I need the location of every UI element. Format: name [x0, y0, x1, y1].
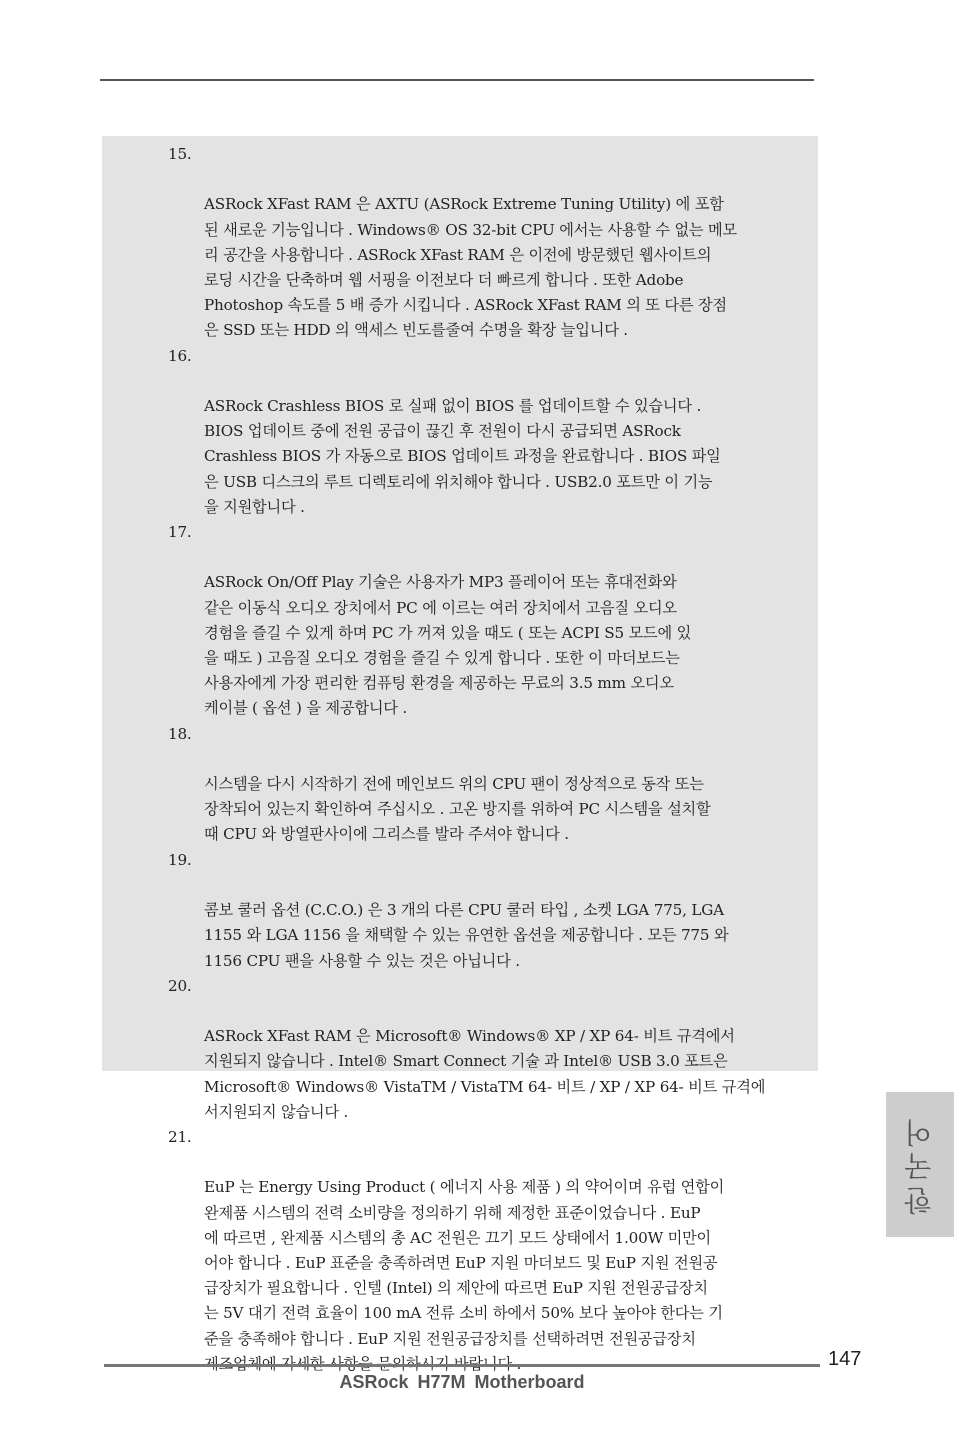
note-text: ASRock XFast RAM 은 AXTU (ASRock Extreme Tuning Utility) 에 포함 된 새로운 기능입니다 . Windows® OS 32-bit CPU 에서는 사용할 수 없는 메모 리 공간을 사용합니다 . ASRock XFast RAM 은 이전에 방문했던 웹사이트의 로딩 시간을 단축하며 웹 서핑을 이전보다 더 빠르게 합니다 . 또한 Adobe Photoshop 속도를 5 배 증가 시킵니다 . ASRock XFast RAM 의 또 다른 장점 은 SSD 또는 HDD 의 액세스 빈도를줄여 수명을 확장 늘입니다 .: [204, 195, 737, 340]
note-text: ASRock On/Off Play 기술은 사용자가 MP3 플레이어 또는 휴대전화와 같은 이동식 오디오 장치에서 PC 에 이르는 여러 장치에서 고음질 오디오 경험을 즐길 수 있게 하며 PC 가 꺼져 있을 때도 ( 또는 ACPI S5 모드에 있 을 때도 ) 고음질 오디오 경험을 즐길 수 있게 합니다 . 또한 이 마더보드는 사용자에게 가장 편리한 컴퓨팅 환경을 제공하는 무료의 3.5 mm 오디오 케이블 ( 옵션 ) 을 제공합니다 .: [204, 573, 692, 718]
language-tab: [886, 1092, 954, 1237]
note-item: [168, 1125, 786, 1377]
page-number: 147: [828, 1348, 862, 1370]
note-number: 15.: [168, 145, 192, 163]
notes-list: [168, 142, 786, 1377]
note-item: [168, 344, 786, 520]
note-number: 21.: [168, 1127, 192, 1146]
note-number: 17.: [168, 523, 192, 542]
note-number: 16.: [168, 346, 192, 365]
header-rule: [100, 79, 814, 81]
language-tab-label: 한국어: [903, 1113, 936, 1215]
note-item: [168, 848, 786, 974]
note-text: ASRock Crashless BIOS 로 실패 없이 BIOS 를 업데이트할 수 있습니다 . BIOS 업데이트 중에 전원 공급이 끊긴 후 전원이 다시 공급되면 ASRock Crashless BIOS 가 자동으로 BIOS 업데이트 과정을 완료합니다 . BIOS 파일 은 USB 디스크의 루트 디렉토리에 위치해야 합니다 . USB2.0 포트만 이 기능 을 지원합니다 .: [204, 397, 721, 516]
note-item: [168, 520, 786, 722]
note-number: 20.: [168, 976, 192, 995]
note-item: [168, 722, 786, 848]
note-text: ASRock XFast RAM 은 Microsoft® Windows® XP / XP 64- 비트 규격에서 지원되지 않습니다 . Intel® Smart Connect 기술 과 Intel® USB 3.0 포트은 Microsoft® Windows® VistaTM / VistaTM 64- 비트 / XP / XP 64- 비트 규격에 서지원되지 않습니다 .: [204, 1027, 766, 1121]
note-text: EuP 는 Energy Using Product ( 에너지 사용 제품 ) 의 약어이며 유럽 연합이 완제품 시스템의 전력 소비량을 정의하기 위해 제정한 표준이었습니다 . EuP 에 따르면 , 완제품 시스템의 총 AC 전원은 끄기 모드 상태에서 1.00W 미만이 어야 합니다 . EuP 표준을 충족하려면 EuP 지원 마더보드 및 EuP 지원 전원공 급장치가 필요합니다 . 인텔 (Intel) 의 제안에 따르면 EuP 지원 전원공급장치 는 5V 대기 전력 효율이 100 mA 전류 소비 하에서 50% 보다 높아야 한다는 기 준을 충족해야 합니다 . EuP 지원 전원공급장치를 선택하려면 전원공급장치: [204, 1178, 725, 1348]
note-item: [168, 974, 786, 1125]
note-number: 19.: [168, 850, 192, 869]
note-text: 콤보 쿨러 옵션 (C.C.O.) 은 3 개의 다른 CPU 쿨러 타입 , 소켓 LGA 775, LGA 1155 와 LGA 1156 을 채택할 수 있는 유연한 옵션을 제공합니다 . 모든 775 와 1156 CPU 팬을 사용할 수 있는 것은 아닙니다 .: [204, 901, 729, 970]
note-number: 18.: [168, 724, 192, 743]
footer-title: ASRock H77M Motherboard: [339, 1372, 585, 1392]
note-text: 시스템을 다시 시작하기 전에 메인보드 위의 CPU 팬이 정상적으로 동작 또는 장착되어 있는지 확인하여 주십시오 . 고온 방지를 위하여 PC 시스템을 설치할 때 CPU 와 방열판사이에 그리스를 발라 주셔야 합니다 .: [204, 775, 711, 844]
footer-rule: [104, 1364, 820, 1367]
note-item: [168, 142, 786, 344]
